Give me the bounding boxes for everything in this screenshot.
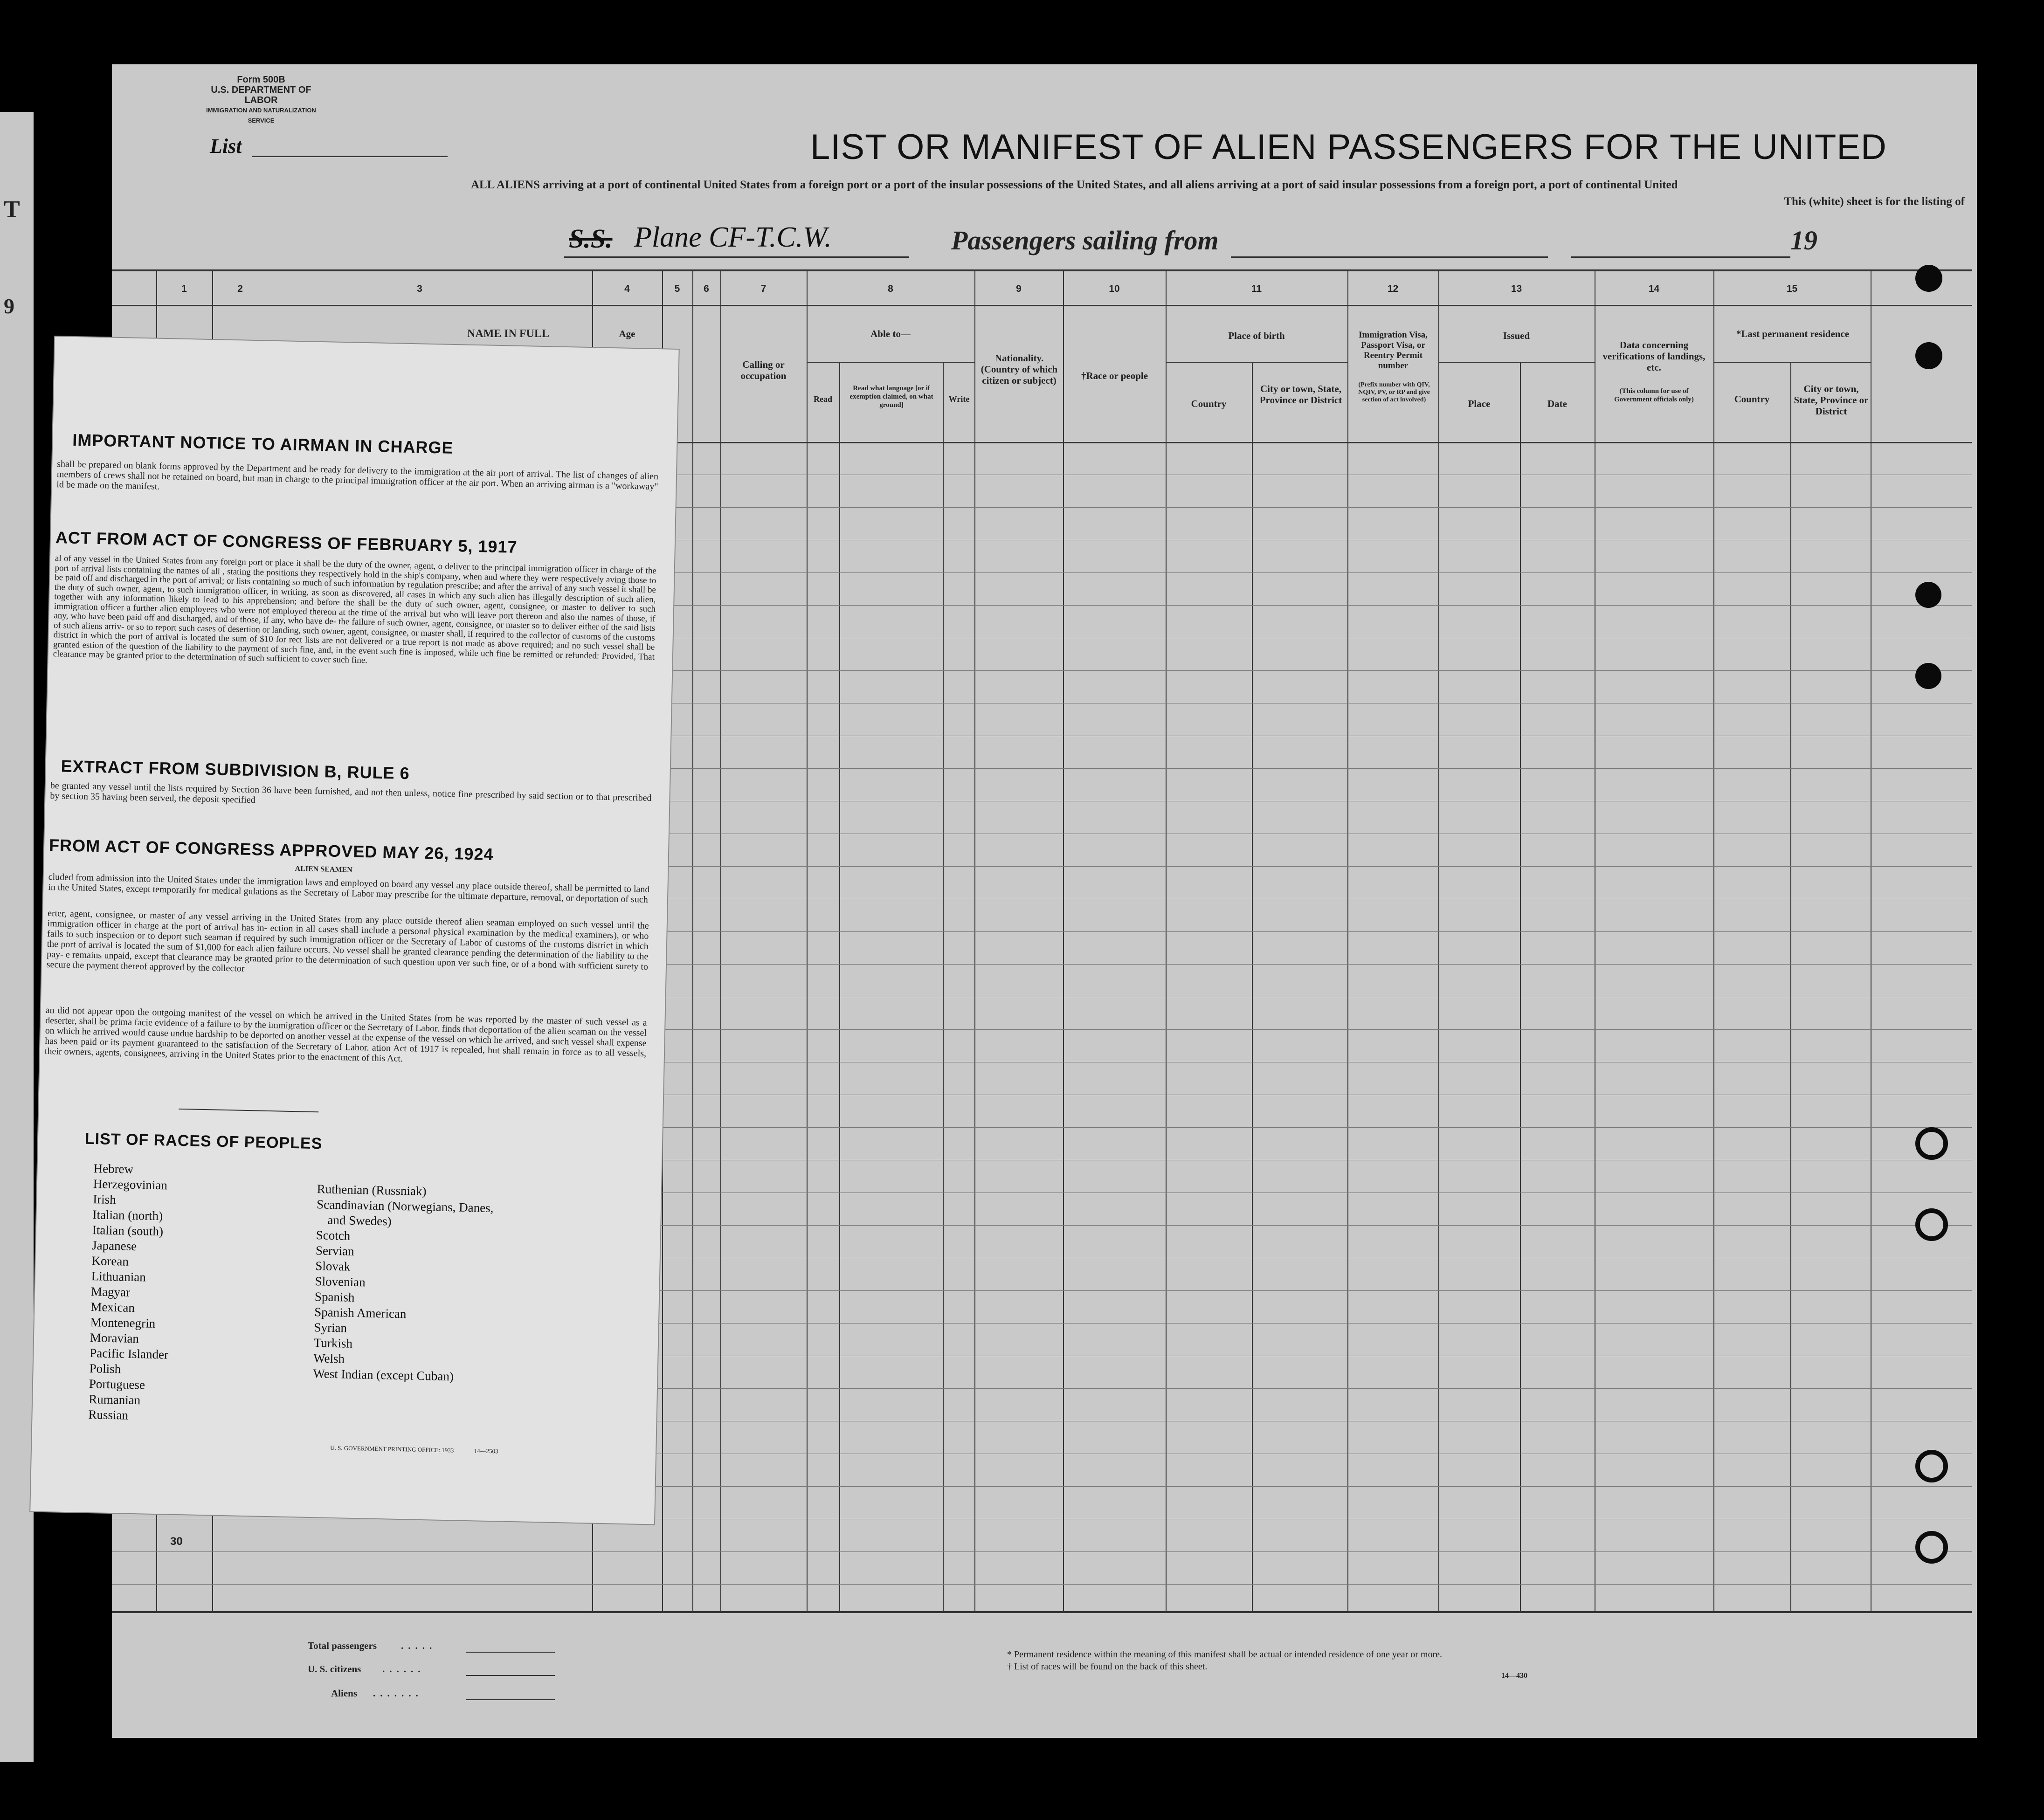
race-item: Rumanian bbox=[88, 1392, 141, 1407]
header-place-of-birth: Place of birth bbox=[1228, 330, 1285, 341]
form-number: Form 500B bbox=[237, 75, 285, 85]
punch-ring bbox=[1915, 1208, 1948, 1241]
issued-rule bbox=[1438, 362, 1595, 363]
row-number-30: 30 bbox=[170, 1535, 183, 1548]
race-item: Italian (north) bbox=[92, 1207, 163, 1223]
race-item: Ruthenian (Russniak) bbox=[317, 1182, 427, 1199]
header-residence-country: Country bbox=[1734, 393, 1770, 405]
races-list-left bbox=[88, 1161, 172, 1424]
leader-dots: ...... bbox=[382, 1663, 425, 1675]
col-divider bbox=[974, 269, 975, 1612]
notice-heading-act-1917: ACT FROM ACT OF CONGRESS OF FEBRUARY 5, 1917 bbox=[55, 528, 518, 557]
race-item: Japanese bbox=[91, 1238, 137, 1254]
race-item: Scotch bbox=[316, 1228, 351, 1243]
col-divider bbox=[1520, 363, 1521, 1612]
race-item: Spanish American bbox=[314, 1305, 407, 1321]
race-item: Italian (south) bbox=[92, 1223, 164, 1239]
header-age: Age bbox=[619, 328, 635, 339]
col-number-1: 1 bbox=[181, 283, 187, 294]
footnote-residence: * Permanent residence within the meaning of this manifest shall be actual or intended residence of one year or more. bbox=[1007, 1649, 1443, 1660]
col-number-13: 13 bbox=[1511, 283, 1522, 294]
form-header bbox=[200, 75, 322, 126]
race-item: Korean bbox=[91, 1254, 129, 1268]
service: IMMIGRATION AND NATURALIZATION SERVICE bbox=[206, 107, 316, 124]
race-item: Syrian bbox=[314, 1320, 347, 1335]
punch-hole bbox=[1915, 582, 1941, 608]
date-line bbox=[1571, 256, 1790, 258]
struck-prefix: S.S. bbox=[569, 223, 613, 254]
header-visa-note: (Prefix number with QIV, NQIV, PV, or RP and give section of act involved) bbox=[1358, 381, 1430, 403]
header-write: Write bbox=[948, 394, 970, 404]
punch-hole bbox=[1915, 663, 1941, 689]
printer-imprint bbox=[330, 1443, 526, 1457]
race-item: Slovenian bbox=[315, 1274, 366, 1289]
header-race: †Race or people bbox=[1081, 370, 1148, 381]
race-item: Welsh bbox=[313, 1351, 345, 1366]
col-number-6: 6 bbox=[704, 283, 709, 294]
race-item: Irish bbox=[92, 1192, 117, 1207]
notice-paragraph-airman: shall be prepared on blank forms approved by the Department and be ready for delivery to the immigration at the air port of arrival. The list of changes of alien members of crews shall not be retained on board, but man in charge to the principal immigration officer at the air port. When an arriving airman is a "workaway" ld be made on the manifest. bbox=[56, 459, 659, 492]
header-data-note: (This column for use of Government officials only) bbox=[1614, 387, 1694, 403]
col-number-15: 15 bbox=[1786, 283, 1798, 294]
header-name-in-full: NAME IN FULL bbox=[467, 328, 549, 340]
footnote-races: † List of races will be found on the back of this sheet. bbox=[1007, 1661, 1208, 1672]
col-divider bbox=[1438, 269, 1439, 1612]
notice-alien-seamen: ALIEN SEAMEN bbox=[295, 865, 352, 874]
race-item: Portuguese bbox=[89, 1377, 145, 1392]
col-number-4: 4 bbox=[624, 283, 630, 294]
row-line bbox=[112, 1584, 1972, 1585]
punch-ring bbox=[1915, 1450, 1948, 1482]
race-item: West Indian (except Cuban) bbox=[313, 1366, 454, 1384]
col-number-9: 9 bbox=[1016, 283, 1022, 294]
leader-dots: ....... bbox=[373, 1688, 423, 1699]
header-data-landings: Data concerning verifications of landings, etc. bbox=[1602, 339, 1706, 373]
aliens-label: Aliens bbox=[331, 1688, 358, 1699]
edge-fragment: 9 bbox=[4, 294, 14, 318]
notice-paragraph-seamen-3: an did not appear upon the outgoing manifest of the vessel on which he arrived in the United States from he was reported by the master of such vessel as a deserter, shall be prima facie evidence of a failure to by the immigration officer or the Secretary of Labor. finds that deportation of the alien seaman on the vessel on which he arrived would cause undue hardship to be deported on another vessel at the expense of the vessel on which he arrived, and such vessel shall expense has been paid or its payment guaranteed to the satisfaction of the Secretary of Labor. ation Act of 1917 is repealed, but shall remain in force as to all vessels, their owners, agents, consignees, arriving in the United States prior to the enactment of this Act. bbox=[44, 1005, 647, 1064]
col-number-12: 12 bbox=[1387, 283, 1399, 294]
table-bottom-rule bbox=[112, 1611, 1972, 1613]
notice-paragraph-seamen-2: erter, agent, consignee, or master of any vessel arriving in the United States from any place outside thereof alien seaman employed on such vessel until the immigration officer in charge at the port of arrival has in- ection in all cases shall include a personal physical examination by the medical examiners), or who fails to such inspection or to deport such seaman if required by such immigration officer or the Secretary of Labor of customs of the customs district in which the port of arrival is located the sum of $1,000 for each alien failure occurs. No vessel shall be granted clearance pending the determination of the liability to the pay- e remains unpaid, except that clearance may be granted prior to the determination of such question upon ver such fine, or of a bond with sufficient surety to secure the payment thereof approved by the collector bbox=[46, 908, 649, 974]
table-number-rule bbox=[112, 305, 1972, 306]
list-underline bbox=[252, 156, 448, 157]
notice-divider bbox=[179, 1109, 318, 1112]
notice-paragraph-seamen-1: cluded from admission into the United States under the immigration laws and employed on board any vessel any place outside thereof, shall be permitted to land in the United States, except temporarily for medical gulations as the Secretary of Labor may prescribe for the ultimate departure, removal, or deportation of such bbox=[48, 871, 650, 905]
race-item: Pacific Islander bbox=[90, 1346, 169, 1362]
col-number-7: 7 bbox=[760, 283, 766, 294]
col-divider bbox=[1347, 269, 1348, 1612]
vessel-name-handwritten: Plane CF-T.C.W. bbox=[634, 221, 832, 253]
table-top-rule bbox=[112, 269, 1972, 271]
race-item: Polish bbox=[89, 1361, 121, 1376]
notice-paragraph-rule-6: be granted any vessel until the lists required by Section 36 have been furnished, and not then unless, notice fine prescribed by said section or to that prescribed by section 35 having been served, the deposit specified bbox=[50, 780, 652, 806]
header-visa: Immigration Visa, Passport Visa, or Reentry Permit number bbox=[1359, 330, 1428, 371]
race-item: Lithuanian bbox=[91, 1269, 146, 1284]
col-number-3: 3 bbox=[417, 283, 422, 294]
previous-page-edge bbox=[0, 112, 34, 1762]
race-item: Moravian bbox=[90, 1331, 139, 1346]
passengers-sailing-label: Passengers sailing from bbox=[951, 225, 1219, 255]
races-list-right bbox=[313, 1181, 494, 1385]
notice-heading-act-1924: FROM ACT OF CONGRESS APPROVED MAY 26, 1924 bbox=[48, 835, 494, 864]
birth-rule bbox=[1166, 362, 1347, 363]
punch-hole bbox=[1915, 265, 1942, 292]
header-calling: Calling or occupation bbox=[740, 359, 787, 381]
header-birth-country: Country bbox=[1191, 398, 1227, 409]
edge-fragment: T bbox=[4, 196, 20, 223]
race-item: Scandinavian (Norwegians, Danes, bbox=[316, 1197, 494, 1215]
col-divider bbox=[1790, 363, 1791, 1612]
footer-code: 14—430 bbox=[1501, 1672, 1527, 1680]
race-item: Herzegovinian bbox=[93, 1177, 168, 1193]
col-number-14: 14 bbox=[1648, 283, 1660, 294]
us-citizens-label: U. S. citizens bbox=[308, 1663, 361, 1675]
col-divider bbox=[720, 269, 721, 1612]
col-number-11: 11 bbox=[1251, 283, 1262, 294]
us-citizens-line bbox=[466, 1675, 555, 1676]
col-number-8: 8 bbox=[888, 283, 893, 294]
subtitle-line-1: ALL ALIENS arriving at a port of continental United States from a foreign port or a port of the insular possessions of the United States, and all aliens arriving at a port of said insular possessions from a foreign port, a port of continental United bbox=[471, 179, 1678, 191]
race-item: Mexican bbox=[90, 1300, 135, 1315]
race-item: Servian bbox=[315, 1243, 354, 1258]
col-divider bbox=[1166, 269, 1167, 1612]
col-divider bbox=[1063, 269, 1064, 1612]
col-divider bbox=[1713, 269, 1714, 1612]
punch-ring bbox=[1915, 1127, 1948, 1160]
header-read-language: Read what language [or if exemption claimed, on what ground] bbox=[849, 385, 933, 409]
race-item: Russian bbox=[88, 1407, 129, 1422]
race-item: Spanish bbox=[314, 1289, 355, 1304]
col-divider bbox=[839, 363, 840, 1612]
col-divider bbox=[943, 363, 944, 1612]
total-passengers-line bbox=[466, 1652, 555, 1653]
sailing-from-line bbox=[1231, 256, 1548, 258]
notice-sheet bbox=[30, 337, 678, 1524]
notice-paragraph-act-1917: al of any vessel in the United States from any foreign port or place it shall be the duty of the owner, agent, o deliver to the principal immigration officer in charge of the port of arrival lists containing the names of all , stating the positions they respectively hold in the ship's company, when and where they were respectively aving those to be paid off and discharged in the port of arrival; or lists containing so much of such information by regulation prescribe; and after the arrival of any such vessel it shall be the duty of such owner, agent, to such immigration officer, in writing, as soon as discovered, all cases in which any such alien has illegally description of such alien, together with any information likely to lead to his apprehension; and before the shall be the duty of such owner, agent, consignee, or master to deliver to such immigration officer a further alien employees who were not employed thereon at the time of the arrival but who will leave port thereon and also the names of those, if any, who have been paid off and discharged, and of those, if any, who have de- the failure of such owner, agent, consignee, or master so to deliver either of the said lists of such aliens arriv- or so to report such cases of desertion or landing, such owner, agent, consignee, or master shall, if required to the collector of customs of the customs district in which the port of arrival is located the sum of $10 for rect lists are not delivered or a true report is not made as above required; and no such vessel shall be granted estion of the question of the liability to the payment of such fine, and, in the event such fine is imposed, while uch fine be remitted or refunded: Provided, That clearance may be granted prior to the determination of such sufficient to cover such fine. bbox=[53, 553, 656, 666]
header-issued-place: Place bbox=[1468, 398, 1491, 409]
race-item: Magyar bbox=[90, 1284, 131, 1299]
page-title: LIST OR MANIFEST OF ALIEN PASSENGERS FOR THE UNITED bbox=[810, 127, 1887, 167]
total-passengers-label: Total passengers bbox=[308, 1640, 377, 1651]
col-number-10: 10 bbox=[1109, 283, 1120, 294]
header-birth-city: City or town, State, Province or District bbox=[1259, 383, 1342, 406]
notice-heading-races: LIST OF RACES OF PEOPLES bbox=[84, 1130, 323, 1153]
notice-heading-airman: IMPORTANT NOTICE TO AIRMAN IN CHARGE bbox=[72, 430, 454, 457]
residence-rule bbox=[1713, 362, 1871, 363]
subtitle-line-2: This (white) sheet is for the listing of bbox=[1784, 195, 1965, 208]
year-prefix: 19 bbox=[1790, 225, 1817, 255]
header-able-to: Able to— bbox=[870, 328, 911, 339]
header-issued: Issued bbox=[1503, 330, 1530, 341]
able-to-rule bbox=[807, 362, 974, 363]
list-label: List bbox=[210, 135, 242, 158]
punch-ring bbox=[1915, 1531, 1948, 1564]
leader-dots: ..... bbox=[401, 1640, 437, 1651]
col-divider bbox=[1252, 363, 1253, 1612]
col-number-2: 2 bbox=[237, 283, 243, 294]
vessel-underline bbox=[564, 256, 909, 258]
punch-hole bbox=[1915, 342, 1942, 369]
header-nationality: Nationality. (Country of which citizen or subject) bbox=[981, 352, 1058, 386]
col-divider bbox=[692, 269, 693, 1612]
race-item: Montenegrin bbox=[90, 1315, 156, 1331]
aliens-line bbox=[466, 1699, 555, 1700]
header-last-residence: *Last permanent residence bbox=[1736, 328, 1850, 339]
col-divider bbox=[807, 269, 808, 1612]
race-item: Slovak bbox=[315, 1259, 351, 1274]
department: U.S. DEPARTMENT OF LABOR bbox=[211, 85, 311, 105]
header-issued-date: Date bbox=[1547, 398, 1567, 409]
printer-line: U. S. GOVERNMENT PRINTING OFFICE: 1933 bbox=[330, 1444, 454, 1454]
race-item: Hebrew bbox=[93, 1161, 134, 1176]
col-number-5: 5 bbox=[674, 283, 680, 294]
row-line bbox=[112, 1551, 1972, 1552]
race-item: Turkish bbox=[313, 1336, 353, 1351]
printer-code: 14—2503 bbox=[474, 1447, 498, 1455]
race-item: and Swedes) bbox=[327, 1213, 392, 1228]
notice-heading-rule-6: EXTRACT FROM SUBDIVISION B, RULE 6 bbox=[61, 756, 410, 783]
header-residence-city: City or town, State, Province or District bbox=[1794, 383, 1869, 417]
header-read: Read bbox=[814, 394, 832, 404]
